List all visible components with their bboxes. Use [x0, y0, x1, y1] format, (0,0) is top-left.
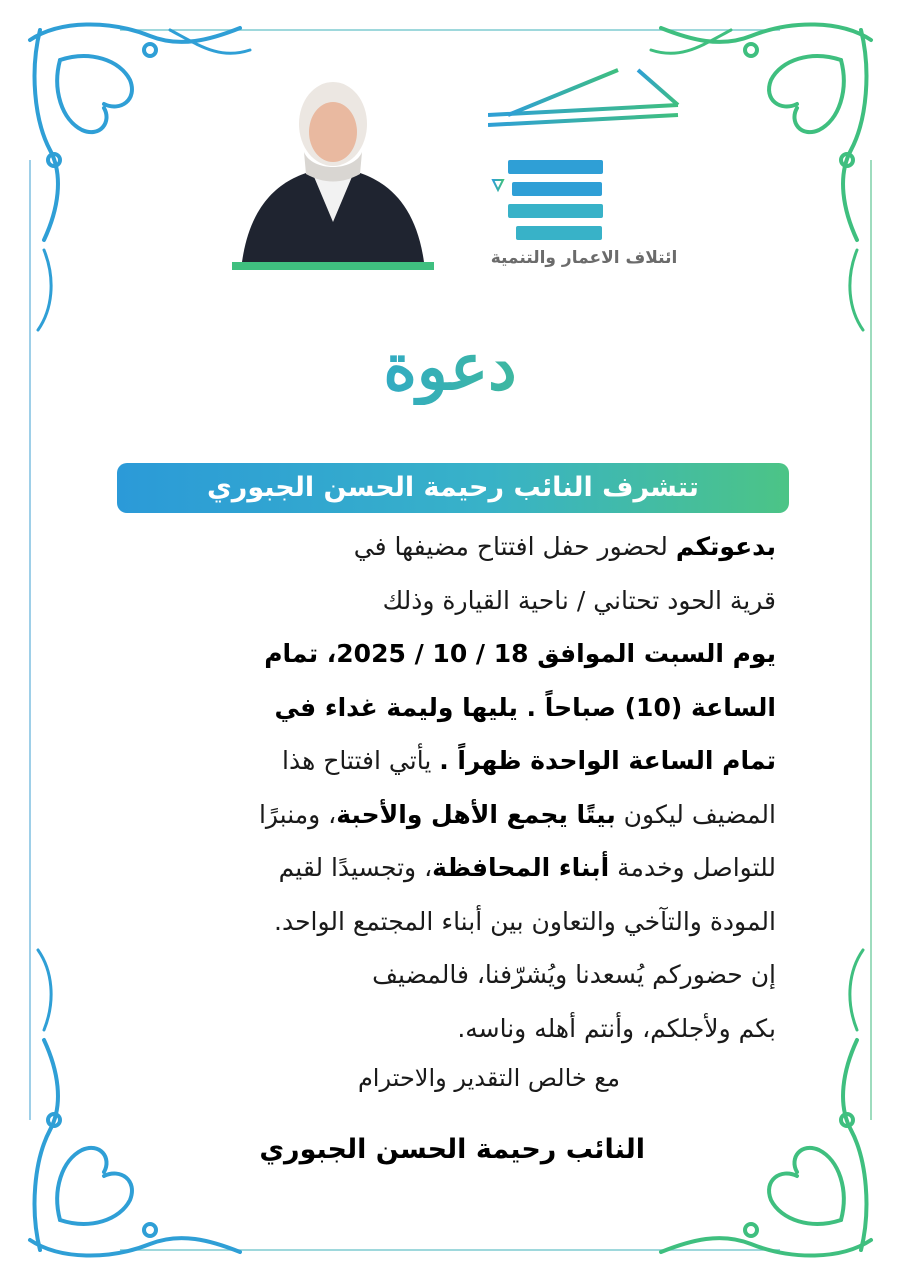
body-line-4: الساعة (10) صباحاً . يليها وليمة غداء في [274, 692, 776, 722]
body-line-7: للتواصل وخدمة أبناء المحافظة، وتجسيدًا لقيم [278, 853, 776, 882]
portrait-photo [232, 62, 434, 272]
corner-ornament-top-left [30, 24, 250, 330]
body-line-2: قرية الحود تحتاني / ناحية القيارة وذلك [382, 585, 776, 615]
body-line-10: بكم ولأجلكم، وأنتم أهله وناسه. [457, 1013, 776, 1043]
body-line-5: تمام الساعة الواحدة ظهراً . يأتي افتتاح هذا [282, 746, 776, 775]
body-line-9: إن حضوركم يُسعدنا ويُشرّفنا، فالمضيف [372, 960, 776, 989]
closing-line: مع خالص التقدير والاحترام [357, 1064, 620, 1092]
invitation-title: دعوة [300, 330, 600, 405]
logo-caption: ائتلاف الاعمار والتنمية [490, 248, 678, 268]
host-banner: تتشرف النائب رحيمة الحسن الجبوري [117, 463, 789, 513]
signature: النائب رحيمة الحسن الجبوري [259, 1134, 645, 1165]
body-line-1: بدعوتكم لحضور حفل افتتاح مضيفها في [353, 532, 776, 561]
body-line-3: يوم السبت الموافق 18 / 10 / 2025، تمام [264, 639, 776, 668]
invitation-body [128, 520, 776, 1055]
body-line-8: المودة والتآخي والتعاون بين أبناء المجتمع الواحد. [274, 906, 776, 936]
coalition-logo [488, 60, 688, 278]
body-line-6: المضيف ليكون بيتًا يجمع الأهل والأحبة، ومنبرًا [258, 799, 776, 829]
